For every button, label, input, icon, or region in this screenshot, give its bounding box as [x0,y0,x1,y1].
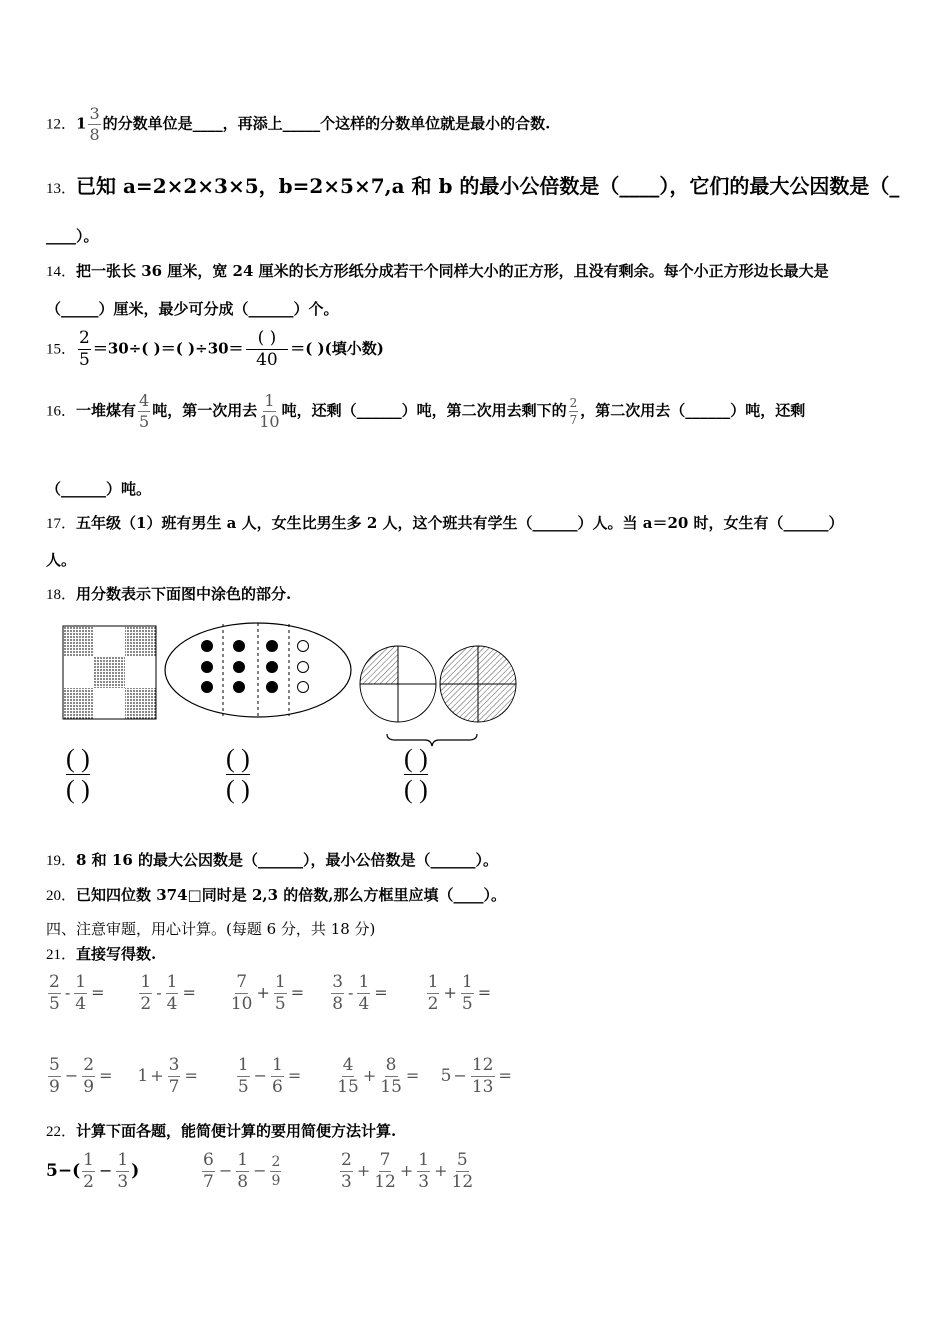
fraction: $\frac{1}{10}$ [259,391,280,431]
shaded-cell [63,688,94,719]
expression: $\frac{3}{8}$ - $\frac{1}{4}$ = [332,972,388,1014]
fraction: $\frac{3}{8}$ [89,104,100,144]
question-20: 20．已知四位数 374□同时是 2,3 的倍数,那么方框里应填（____）。 [46,886,506,904]
question-13: 13．已知 a=2×2×3×5，b=2×5×7,a 和 b 的最小公倍数是（____），它们的最大公因数是（_ [46,174,900,198]
expression: $\frac{7}{10}$ + $\frac{1}{5}$ = [230,972,305,1014]
expression: $\frac{2}{5}$ - $\frac{1}{4}$ = [49,972,105,1014]
expression: $\frac{1}{2}$ - $\frac{1}{4}$ = [140,972,196,1014]
question-18: 18．用分数表示下面图中涂色的部分. [46,585,292,603]
ellipse-figure [165,623,351,717]
question-14-cont: （_____）厘米，最少可分成（______）个。 [46,300,339,318]
answer-fraction-3[interactable]: ( ) ( ) [404,744,428,804]
shaded-cell [63,626,94,657]
q21-row-2 [46,1057,531,1096]
shaded-cell [94,657,125,688]
grid-figure [63,626,156,719]
expression: 5 − $\frac{12}{13}$ = [440,1055,512,1097]
q18-figures [55,618,525,728]
shaded-cell [125,688,156,719]
shaded-cell [125,626,156,657]
question-21: 21．直接写得数. [46,945,157,963]
expression: 1 + $\frac{3}{7}$ = [137,1055,198,1097]
q22-expression-3: $\frac{2}{3}$ + $\frac{7}{12}$ + $\frac{1}{3}$ + $\frac{5}{12}$ [341,1150,474,1192]
expression: $\frac{5}{9}$ − $\frac{2}{9}$ = [49,1055,113,1097]
expression: $\frac{1}{2}$ + $\frac{1}{5}$ = [427,972,492,1014]
question-16-cont: （______）吨。 [46,480,152,498]
expression: $\frac{4}{15}$ + $\frac{8}{15}$ = [337,1055,420,1097]
expression: $\frac{1}{5}$ − $\frac{1}{6}$ = [237,1055,302,1097]
question-13-cont: ____）。 [46,227,99,245]
question-16: 16．一堆煤有 $\frac{4}{5}$ 吨，第一次用去 $\frac{1}{10}$ 吨，还剩（______）吨，第二次用去剩下的 $\frac{2}{7}$ ，第二次用去（______）吨，还剩 [46,391,806,431]
q22-expression-2: $\frac{6}{7}$ − $\frac{1}{8}$ − $\frac{2}{9}$ [203,1150,281,1192]
question-14: 14．把一张长 36 厘米，宽 24 厘米的长方形纸分成若干个同样大小的正方形，且没有剩余。每个小正方形边长最大是 [46,262,829,280]
question-17-cont: 人。 [46,551,77,569]
fraction: $\frac{2}{7}$ [569,396,578,427]
brace [385,732,480,748]
question-22: 22．计算下面各题，能简便计算的要用简便方法计算. [46,1122,397,1140]
question-17: 17．五年级（1）班有男生 a 人，女生比男生多 2 人，这个班共有学生（______）人。当 a＝20 时，女生有（______） [46,514,844,532]
q22-expression-1: 5−( $\frac{1}{2}$ − $\frac{1}{3}$ ) [46,1150,140,1192]
question-15: 15． $\frac{2}{5}$ ＝30÷( )＝( )÷30＝ $\frac{( )}{40}$ ＝( )(填小数) [46,328,384,370]
fraction: $\frac{4}{5}$ [139,391,150,431]
circles-figure [360,646,516,722]
answer-fraction-2[interactable]: ( ) ( ) [226,744,250,804]
fraction: $\frac{( )}{40}$ [246,330,289,369]
question-19: 19．8 和 16 的最大公因数是（______），最小公倍数是（______）。 [46,851,498,869]
fraction: $\frac{2}{5}$ [79,328,90,370]
answer-fraction-1[interactable]: ( ) ( ) [66,744,90,804]
question-12: 12．1 $\frac{3}{8}$ 的分数单位是____，再添上_____个这样的分数单位就是最小的合数. [46,104,551,144]
section-4-heading: 四、注意审题，用心计算。(每题 6 分，共 18 分) [46,920,376,938]
q21-row-1 [46,974,515,1013]
